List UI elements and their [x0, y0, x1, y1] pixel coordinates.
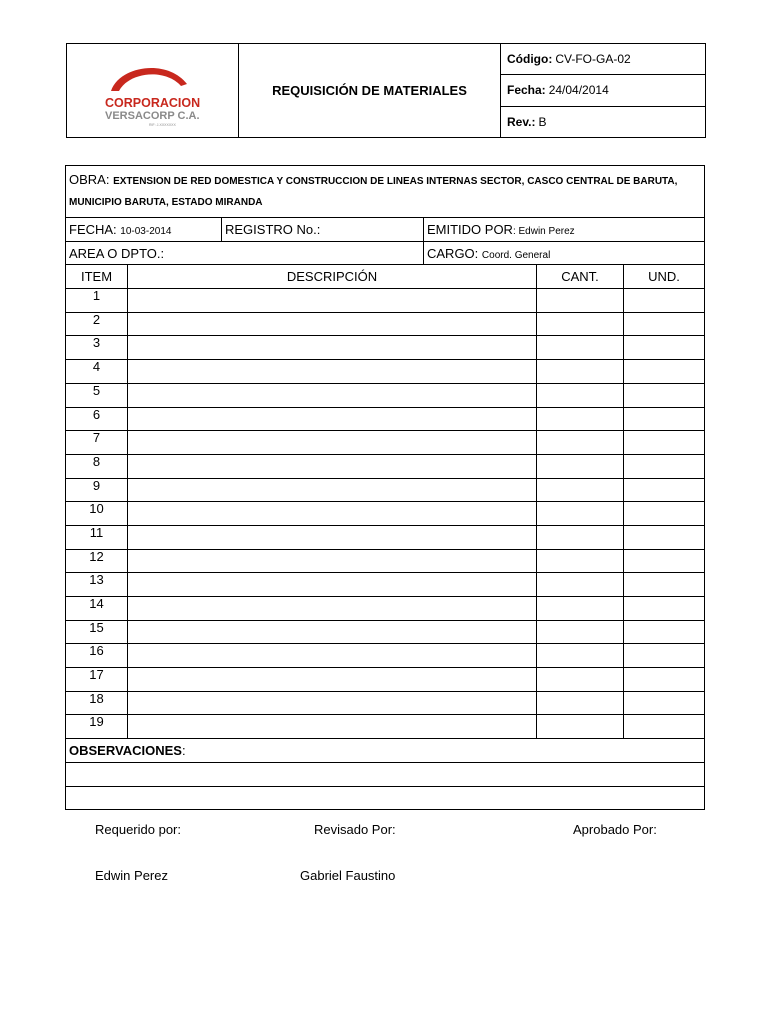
- rev-value: B: [538, 114, 547, 129]
- descripcion-cell[interactable]: [128, 383, 537, 407]
- codigo-value: CV-FO-GA-02: [555, 52, 631, 67]
- area-field-label: AREA O DPTO.:: [69, 245, 165, 261]
- column-header-descripcion: DESCRIPCIÓN: [128, 265, 537, 289]
- und-cell[interactable]: [624, 431, 705, 455]
- registro-field[interactable]: [222, 218, 424, 242]
- item-number: 10: [66, 502, 128, 526]
- descripcion-cell[interactable]: [128, 502, 537, 526]
- cant-cell[interactable]: [537, 644, 624, 668]
- cant-cell[interactable]: [537, 431, 624, 455]
- und-cell[interactable]: [624, 478, 705, 502]
- cant-cell[interactable]: [537, 360, 624, 384]
- descripcion-cell[interactable]: [128, 715, 537, 739]
- und-cell[interactable]: [624, 715, 705, 739]
- observaciones-input-2[interactable]: [66, 786, 705, 810]
- table-row: [66, 383, 705, 407]
- descripcion-cell[interactable]: [128, 431, 537, 455]
- cant-cell[interactable]: [537, 383, 624, 407]
- item-number: 17: [66, 668, 128, 692]
- descripcion-cell[interactable]: [128, 549, 537, 573]
- observaciones-line-1: [66, 762, 705, 786]
- cant-cell[interactable]: [537, 336, 624, 360]
- item-number: 16: [66, 644, 128, 668]
- item-number: 6: [66, 407, 128, 431]
- table-row: [66, 715, 705, 739]
- observaciones-input-1[interactable]: [66, 762, 705, 786]
- descripcion-cell[interactable]: [128, 668, 537, 692]
- descripcion-cell[interactable]: [128, 289, 537, 313]
- und-cell[interactable]: [624, 668, 705, 692]
- column-header-cant: CANT.: [537, 265, 624, 289]
- und-cell[interactable]: [624, 502, 705, 526]
- cargo-field-value: Coord. General: [481, 249, 551, 261]
- und-cell[interactable]: [624, 312, 705, 336]
- cant-cell[interactable]: [537, 691, 624, 715]
- logo-tagline: RIF: J-XXXXXXX: [149, 123, 176, 127]
- item-number: 7: [66, 431, 128, 455]
- observaciones-label: OBSERVACIONES: [69, 742, 182, 758]
- item-number: 11: [66, 525, 128, 549]
- cant-cell[interactable]: [537, 407, 624, 431]
- emitido-field-value: : Edwin Perez: [512, 225, 575, 237]
- table-row: [66, 620, 705, 644]
- descripcion-cell[interactable]: [128, 644, 537, 668]
- requisition-form: [65, 165, 705, 810]
- obra-label: OBRA:: [69, 172, 110, 187]
- cargo-field[interactable]: [424, 241, 705, 265]
- descripcion-cell[interactable]: [128, 407, 537, 431]
- fecha-field-value: 10-03-2014: [120, 225, 172, 237]
- item-number: 15: [66, 620, 128, 644]
- item-number: 5: [66, 383, 128, 407]
- fecha-value: 24/04/2014: [548, 83, 609, 98]
- document-header: [66, 43, 706, 138]
- logo-cell: [67, 44, 239, 137]
- requerido-label: Requerido por:: [95, 822, 181, 837]
- descripcion-cell[interactable]: [128, 336, 537, 360]
- descripcion-cell[interactable]: [128, 691, 537, 715]
- emitido-field-label: EMITIDO POR: [427, 221, 513, 237]
- table-row: [66, 360, 705, 384]
- table-row: [66, 336, 705, 360]
- table-row: [66, 691, 705, 715]
- document-meta: [501, 44, 705, 137]
- item-number: 13: [66, 573, 128, 597]
- descripcion-cell[interactable]: [128, 597, 537, 621]
- area-cargo-row: [66, 241, 705, 265]
- table-row: [66, 478, 705, 502]
- cargo-field-label: CARGO:: [427, 245, 479, 261]
- emitido-field[interactable]: [424, 218, 705, 242]
- aprobado-label: Aprobado Por:: [573, 822, 657, 837]
- observaciones-colon: :: [181, 742, 186, 758]
- cant-cell[interactable]: [537, 525, 624, 549]
- und-cell[interactable]: [624, 383, 705, 407]
- table-row: [66, 549, 705, 573]
- registro-field-label: REGISTRO No.:: [225, 221, 321, 237]
- column-header-item: ITEM: [66, 265, 128, 289]
- cant-cell[interactable]: [537, 597, 624, 621]
- table-row: [66, 644, 705, 668]
- observaciones-line-2: [66, 786, 705, 810]
- observaciones-row: [66, 739, 705, 763]
- descripcion-cell[interactable]: [128, 525, 537, 549]
- item-number: 19: [66, 715, 128, 739]
- cant-cell[interactable]: [537, 478, 624, 502]
- cant-cell[interactable]: [537, 502, 624, 526]
- descripcion-cell[interactable]: [128, 620, 537, 644]
- cant-cell[interactable]: [537, 289, 624, 313]
- cant-cell[interactable]: [537, 573, 624, 597]
- revisado-name: Gabriel Faustino: [300, 868, 396, 883]
- und-cell[interactable]: [624, 620, 705, 644]
- table-row: [66, 289, 705, 313]
- fecha-row: [501, 75, 705, 106]
- table-row: [66, 597, 705, 621]
- table-row: [66, 407, 705, 431]
- und-cell[interactable]: [624, 691, 705, 715]
- cant-cell[interactable]: [537, 312, 624, 336]
- item-number: 9: [66, 478, 128, 502]
- table-row: [66, 454, 705, 478]
- und-cell[interactable]: [624, 644, 705, 668]
- revisado-label: Revisado Por:: [314, 822, 396, 837]
- table-row: [66, 525, 705, 549]
- fecha-field[interactable]: [66, 218, 222, 242]
- column-header-row: [66, 265, 705, 289]
- rev-label: Rev.:: [507, 114, 536, 129]
- cant-cell[interactable]: [537, 454, 624, 478]
- descripcion-cell[interactable]: [128, 573, 537, 597]
- logo-arch-icon: [111, 68, 187, 91]
- item-number: 8: [66, 454, 128, 478]
- obra-row: [66, 166, 705, 218]
- table-row: [66, 431, 705, 455]
- codigo-label: Código:: [507, 52, 553, 67]
- table-row: [66, 502, 705, 526]
- requerido-name: Edwin Perez: [95, 868, 168, 883]
- und-cell[interactable]: [624, 597, 705, 621]
- cant-cell[interactable]: [537, 549, 624, 573]
- fecha-label: Fecha:: [507, 83, 546, 98]
- und-cell[interactable]: [624, 407, 705, 431]
- descripcion-cell[interactable]: [128, 478, 537, 502]
- und-cell[interactable]: [624, 360, 705, 384]
- document-title: REQUISICIÓN DE MATERIALES: [239, 44, 501, 137]
- cant-cell[interactable]: [537, 715, 624, 739]
- item-number: 2: [66, 312, 128, 336]
- item-number: 1: [66, 289, 128, 313]
- logo-line2: VERSACORP C.A.: [105, 110, 200, 122]
- company-logo: [67, 44, 239, 139]
- item-number: 12: [66, 549, 128, 573]
- obra-value: EXTENSION DE RED DOMESTICA Y CONSTRUCCION DE LINEAS INTERNAS SECTOR, CASCO CENTRAL DE BARUTA, MUNICIPIO BARUTA, ESTADO MIRANDA: [69, 176, 678, 208]
- descripcion-cell[interactable]: [128, 454, 537, 478]
- observaciones-cell: [66, 739, 705, 763]
- und-cell[interactable]: [624, 573, 705, 597]
- table-row: [66, 573, 705, 597]
- item-number: 3: [66, 336, 128, 360]
- codigo-row: [501, 44, 705, 75]
- descripcion-cell[interactable]: [128, 360, 537, 384]
- und-cell[interactable]: [624, 454, 705, 478]
- item-number: 14: [66, 597, 128, 621]
- rev-row: [501, 107, 705, 137]
- und-cell[interactable]: [624, 525, 705, 549]
- logo-line1: CORPORACION: [105, 96, 201, 110]
- und-cell[interactable]: [624, 549, 705, 573]
- item-number: 18: [66, 691, 128, 715]
- obra-cell: [66, 166, 705, 218]
- column-header-und: UND.: [624, 265, 705, 289]
- und-cell[interactable]: [624, 336, 705, 360]
- fecha-field-label: FECHA:: [69, 221, 117, 237]
- und-cell[interactable]: [624, 289, 705, 313]
- cant-cell[interactable]: [537, 620, 624, 644]
- table-row: [66, 312, 705, 336]
- item-number: 4: [66, 360, 128, 384]
- cant-cell[interactable]: [537, 668, 624, 692]
- fecha-registro-row: [66, 218, 705, 242]
- descripcion-cell[interactable]: [128, 312, 537, 336]
- area-field[interactable]: [66, 241, 424, 265]
- table-row: [66, 668, 705, 692]
